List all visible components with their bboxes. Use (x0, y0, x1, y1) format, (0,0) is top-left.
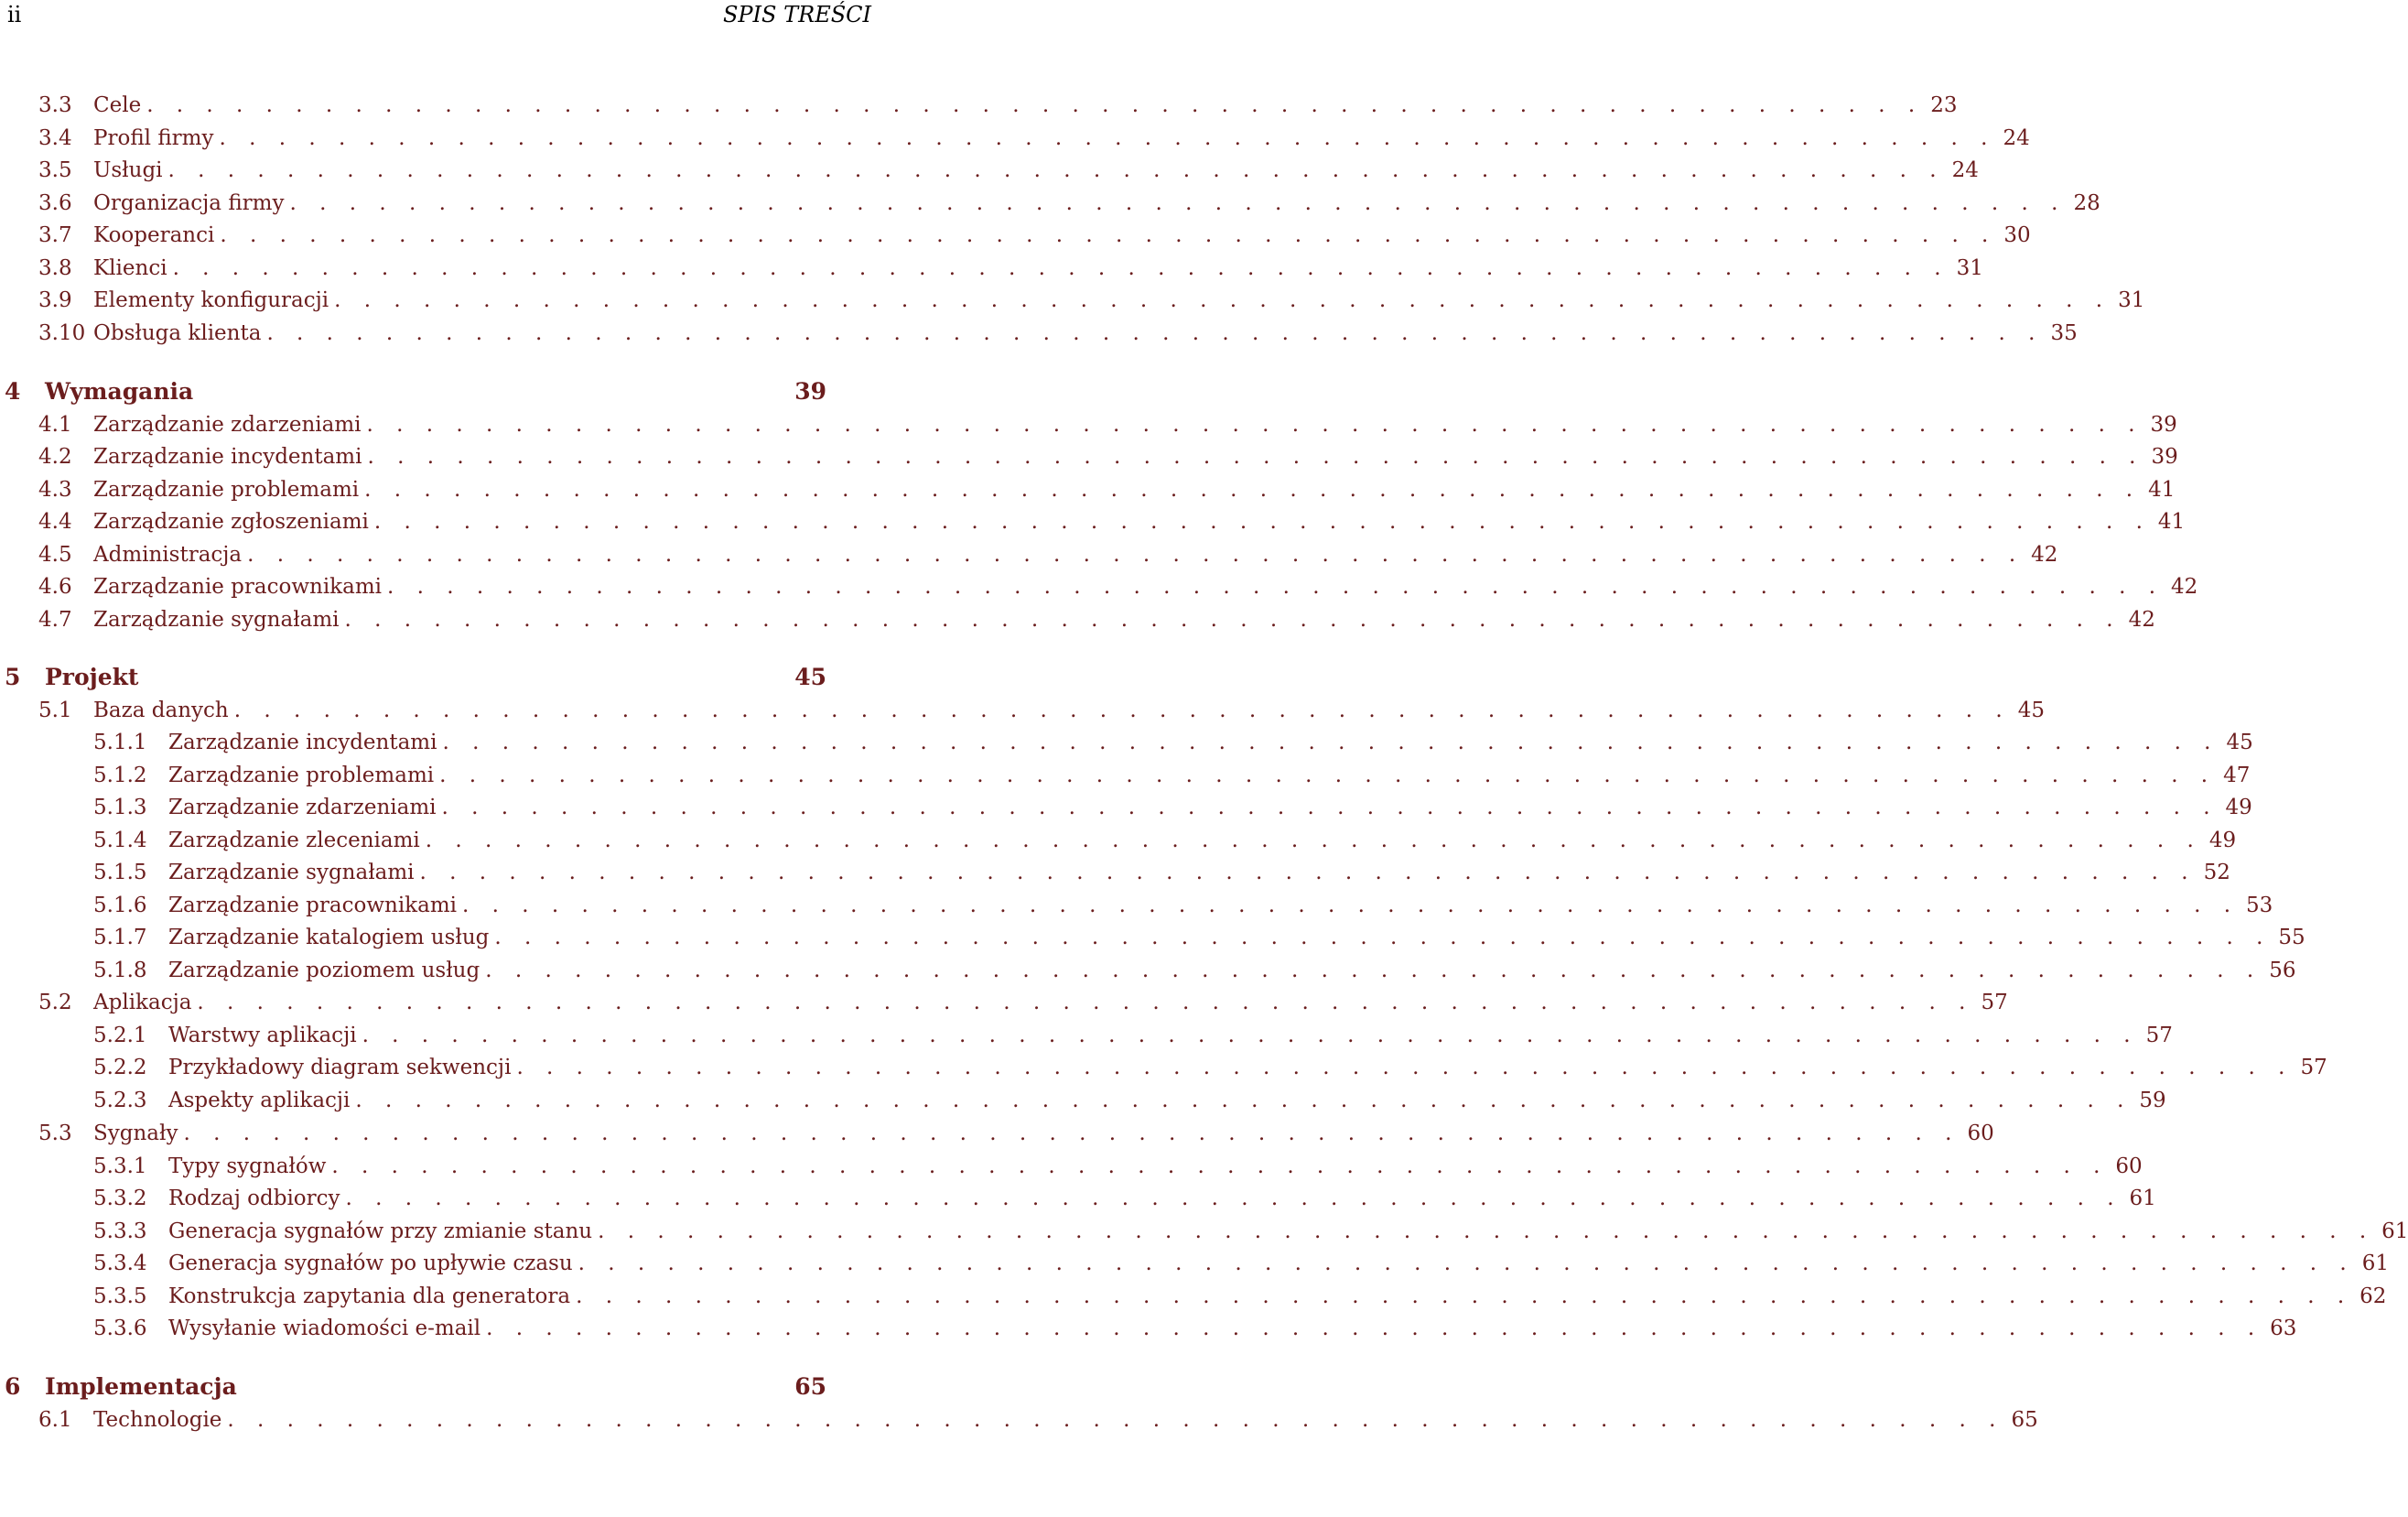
toc-entry-5-1-3[interactable] (0, 791, 2252, 824)
toc-entry-page: 30 (2003, 223, 2031, 247)
toc-entry-5-2-1[interactable] (0, 1019, 2173, 1052)
toc-entry-number: 5.2.2 (93, 1056, 147, 1079)
toc-entry-5-3[interactable] (0, 1117, 1994, 1150)
toc-entry-4-6[interactable] (0, 570, 2198, 603)
toc-entry-5-3-6[interactable] (0, 1312, 2297, 1345)
toc-entry-page: 39 (2150, 413, 2177, 437)
toc-entry-title: Rodzaj odbiorcy (168, 1187, 340, 1210)
toc-entry-title: Wysyłanie wiadomości e-mail (168, 1317, 481, 1340)
dot-leader: . . . . . . . . . . . . . . . . . . . . . . . . . . . . . . . . . . . . . . . . . . . . . . . . . . . . . . . . . . . . (486, 1317, 2263, 1340)
toc-entry-title: Elementy konfiguracji (93, 288, 329, 312)
toc-entry-title: Zarządzanie problemami (168, 764, 435, 787)
dot-leader: . . . . . . . . . . . . . . . . . . . . . . . . . . . . . . . . . . . . . . . . . . . . . . . . . . . . . . . . . . . . (441, 796, 2219, 819)
toc-entry-page: 62 (2359, 1284, 2387, 1308)
toc-entry-3-5[interactable] (0, 154, 1979, 187)
toc-entry-3-6[interactable] (0, 187, 2100, 220)
toc-entry-page: 39 (2151, 445, 2178, 469)
dot-leader: . . . . . . . . . . . . . . . . . . . . . . . . . . . . . . . . . . . . . . . . . . . . . . . . . . . . . . . . . . . . (183, 1121, 1960, 1145)
toc-entry-page: 49 (2225, 796, 2252, 819)
toc-entry-title: Zarządzanie pracownikami (168, 894, 457, 917)
toc-entry-number: 5.1.8 (93, 959, 147, 982)
toc-entry-4-1[interactable] (0, 408, 2177, 441)
toc-entry-4-5[interactable] (0, 538, 2058, 571)
toc-entry-number: 5.1.2 (93, 764, 147, 787)
toc-entry-number: 3.5 (38, 158, 72, 182)
toc-entry-5-1-2[interactable] (0, 759, 2251, 792)
dot-leader: . . . . . . . . . . . . . . . . . . . . . . . . . . . . . . . . . . . . . . . . . . . . . . . . . . . . . . . . . . . . (345, 1187, 2122, 1210)
toc-entry-title: Cele (93, 93, 142, 117)
dot-leader: . . . . . . . . . . . . . . . . . . . . . . . . . . . . . . . . . . . . . . . . . . . . . . . . . . . . . . . . . . . . (362, 1024, 2139, 1047)
toc-entry-page: 61 (2129, 1187, 2156, 1210)
toc-entry-page: 53 (2246, 894, 2273, 917)
toc-entry-number: 5.1.1 (93, 731, 147, 754)
toc-entry-5-3-3[interactable] (0, 1215, 2408, 1248)
toc-entry-title: Usługi (93, 158, 163, 182)
dot-leader: . . . . . . . . . . . . . . . . . . . . . . . . . . . . . . . . . . . . . . . . . . . . . . . . . . . . . . . . . . . . (419, 861, 2197, 884)
toc-entry-page: 49 (2208, 829, 2237, 852)
toc-entry-page: 45 (794, 664, 826, 690)
dot-leader: . . . . . . . . . . . . . . . . . . . . . . . . . . . . . . . . . . . . . . . . . . . . . . . . . . . . . . . . . . . . (247, 543, 2025, 567)
dot-leader: . . . . . . . . . . . . . . . . . . . . . . . . . . . . . . . . . . . . . . . . . . . . . . . . . . . . . . . . . . . . (289, 191, 2067, 215)
toc-entry-number: 5.3.6 (93, 1317, 147, 1340)
toc-entry-title: Zarządzanie pracownikami (93, 575, 382, 599)
toc-entry-3-9[interactable] (0, 284, 2145, 317)
toc-entry-number: 5.3.4 (93, 1252, 147, 1275)
toc-entry-title: Wymagania (45, 378, 194, 405)
toc-entry-title: Administracja (93, 543, 243, 567)
dot-leader: . . . . . . . . . . . . . . . . . . . . . . . . . . . . . . . . . . . . . . . . . . . . . . . . . . . . . . . . . . . . (366, 413, 2143, 437)
toc-entry-3-10[interactable] (0, 317, 2078, 350)
toc-entry-number: 4.4 (38, 510, 72, 534)
dot-leader: . . . . . . . . . . . . . . . . . . . . . . . . . . . . . . . . . . . . . . . . . . . . . . . . . . . . . . . . . . . . (485, 959, 2262, 982)
toc-entry-page: 59 (2139, 1089, 2166, 1112)
dot-leader: . . . . . . . . . . . . . . . . . . . . . . . . . . . . . . . . . . . . . . . . . . . . . . . . . . . . . . . . . . . . (578, 1252, 2355, 1275)
toc-entry-page: 39 (794, 378, 826, 405)
dot-leader: . . . . . . . . . . . . . . . . . . . . . . . . . . . . . . . . . . . . . . . . . . . . . . . . . . . . . . . . . . . . (334, 288, 2111, 312)
dot-leader: . . . . . . . . . . . . . . . . . . . . . . . . . . . . . . . . . . . . . . . . . . . . . . . . . . . . . . . . . . . . (387, 575, 2165, 599)
toc-entry-6-1[interactable] (0, 1403, 2038, 1436)
toc-entry-title: Zarządzanie zdarzeniami (93, 413, 362, 437)
dot-leader: . . . . . . . . . . . . . . . . . . . . . . . . . . . . . . . . . . . . . . . . . . . . . . . . . . . . . . . . . . . . (172, 256, 1949, 280)
dot-leader: . . . . . . . . . . . . . . . . . . . . . . . . . . . . . . . . . . . . . . . . . . . . . . . . . . . . . . . . . . . . (598, 1219, 2375, 1243)
toc-entry-number: 5.1.6 (93, 894, 147, 917)
toc-entry-page: 45 (2017, 699, 2045, 722)
toc-entry-page: 31 (2118, 288, 2145, 312)
toc-entry-number: 6 (5, 1373, 21, 1400)
toc-entry-number: 3.9 (38, 288, 72, 312)
toc-entry-page: 61 (2381, 1219, 2408, 1243)
toc-entry-title: Obsługa klienta (93, 321, 262, 345)
toc-entry-number: 4.3 (38, 478, 72, 502)
toc-entry-title: Profil firmy (93, 126, 214, 150)
toc-entry-number: 5.3.5 (93, 1284, 147, 1308)
toc-entry-number: 3.8 (38, 256, 72, 280)
toc-entry-5-2-3[interactable] (0, 1084, 2166, 1117)
toc-entry-page: 31 (1956, 256, 1983, 280)
toc-entry-title: Zarządzanie zleceniami (168, 829, 420, 852)
toc-entry-3-7[interactable] (0, 219, 2031, 252)
toc-entry-number: 5.3.3 (93, 1219, 147, 1243)
toc-entry-number: 4 (5, 378, 21, 405)
toc-entry-5-3-2[interactable] (0, 1182, 2156, 1215)
toc-entry-page: 57 (1981, 991, 2008, 1014)
dot-leader: . . . . . . . . . . . . . . . . . . . . . . . . . . . . . . . . . . . . . . . . . . . . . . . . . . . . . . . . . . . . (355, 1089, 2133, 1112)
page-number: ii (7, 2, 22, 27)
toc-entry-page: 57 (2145, 1024, 2173, 1047)
dot-leader: . . . . . . . . . . . . . . . . . . . . . . . . . . . . . . . . . . . . . . . . . . . . . . . . . . . . . . . . . . . . (227, 1408, 2004, 1432)
toc-entry-number: 4.7 (38, 608, 72, 632)
dot-leader: . . . . . . . . . . . . . . . . . . . . . . . . . . . . . . . . . . . . . . . . . . . . . . . . . . . . . . . . . . . . (220, 223, 1997, 247)
toc-entry-page: 24 (1951, 158, 1979, 182)
toc-entry-number: 4.5 (38, 543, 72, 567)
toc-entry-number: 6.1 (38, 1408, 72, 1432)
toc-entry-title: Baza danych (93, 699, 229, 722)
dot-leader: . . . . . . . . . . . . . . . . . . . . . . . . . . . . . . . . . . . . . . . . . . . . . . . . . . . . . . . . . . . . (442, 731, 2219, 754)
toc-entry-number: 3.4 (38, 126, 72, 150)
dot-leader: . . . . . . . . . . . . . . . . . . . . . . . . . . . . . . . . . . . . . . . . . . . . . . . . . . . . . . . . . . . . (494, 926, 2272, 949)
toc-entry-page: 65 (794, 1373, 826, 1400)
toc-entry-page: 57 (2300, 1056, 2327, 1079)
toc-entry-number: 5.3.1 (93, 1154, 147, 1178)
toc-entry-number: 3.7 (38, 223, 72, 247)
toc-entry-title: Generacja sygnałów przy zmianie stanu (168, 1219, 593, 1243)
toc-entry-page: 24 (2003, 126, 2030, 150)
toc-entry-5-1[interactable] (0, 694, 2045, 727)
toc-entry-title: Sygnały (93, 1121, 178, 1145)
toc-entry-5-1-8[interactable] (0, 954, 2296, 987)
toc-entry-title: Zarządzanie incydentami (93, 445, 362, 469)
toc-entry-5-1-1[interactable] (0, 726, 2253, 759)
running-title: SPIS TREŚCI (722, 2, 871, 27)
toc-entry-title: Zarządzanie incydentami (168, 731, 437, 754)
dot-leader: . . . . . . . . . . . . . . . . . . . . . . . . . . . . . . . . . . . . . . . . . . . . . . . . . . . . . . . . . . . . (167, 158, 1945, 182)
toc-entry-page: 45 (2226, 731, 2253, 754)
toc-entry-title: Typy sygnałów (168, 1154, 327, 1178)
dot-leader: . . . . . . . . . . . . . . . . . . . . . . . . . . . . . . . . . . . . . . . . . . . . . . . . . . . . . . . . . . . . (219, 126, 1996, 150)
toc-entry-page: 63 (2270, 1317, 2297, 1340)
toc-entry-title: Zarządzanie problemami (93, 478, 360, 502)
dot-leader: . . . . . . . . . . . . . . . . . . . . . . . . . . . . . . . . . . . . . . . . . . . . . . . . . . . . . . . . . . . . (439, 764, 2217, 787)
dot-leader: . . . . . . . . . . . . . . . . . . . . . . . . . . . . . . . . . . . . . . . . . . . . . . . . . . . . . . . . . . . . (146, 93, 1924, 117)
toc-entry-number: 5.1.7 (93, 926, 147, 949)
dot-leader: . . . . . . . . . . . . . . . . . . . . . . . . . . . . . . . . . . . . . . . . . . . . . . . . . . . . . . . . . . . . (462, 894, 2240, 917)
toc-entry-title: Zarządzanie zgłoszeniami (93, 510, 369, 534)
toc-entry-title: Kooperanci (93, 223, 215, 247)
toc-entry-title: Zarządzanie sygnałami (168, 861, 415, 884)
toc-entry-5-1-6[interactable] (0, 889, 2273, 922)
toc-entry-title: Projekt (45, 664, 139, 690)
toc-entry-5-2[interactable] (0, 986, 2008, 1019)
toc-entry-number: 5.1.4 (93, 829, 147, 852)
toc-entry-number: 5.1.5 (93, 861, 147, 884)
toc-entry-title: Zarządzanie zdarzeniami (168, 796, 437, 819)
toc-entry-page: 35 (2050, 321, 2078, 345)
dot-leader: . . . . . . . . . . . . . . . . . . . . . . . . . . . . . . . . . . . . . . . . . . . . . . . . . . . . . . . . . . . . (197, 991, 1974, 1014)
toc-entry-number: 5.3.2 (93, 1187, 147, 1210)
toc-entry-4-2[interactable] (0, 440, 2178, 473)
dot-leader: . . . . . . . . . . . . . . . . . . . . . . . . . . . . . . . . . . . . . . . . . . . . . . . . . . . . . . . . . . . . (331, 1154, 2109, 1178)
dot-leader: . . . . . . . . . . . . . . . . . . . . . . . . . . . . . . . . . . . . . . . . . . . . . . . . . . . . . . . . . . . . (367, 445, 2144, 469)
dot-leader: . . . . . . . . . . . . . . . . . . . . . . . . . . . . . . . . . . . . . . . . . . . . . . . . . . . . . . . . . . . . (344, 608, 2122, 632)
toc-entry-page: 55 (2278, 926, 2305, 949)
toc-entry-number: 3.3 (38, 93, 72, 117)
dot-leader: . . . . . . . . . . . . . . . . . . . . . . . . . . . . . . . . . . . . . . . . . . . . . . . . . . . . . . . . . . . . (425, 829, 2202, 852)
toc-entry-4-4[interactable] (0, 505, 2186, 538)
toc-entry-3-3[interactable] (0, 89, 1958, 122)
toc-entry-page: 47 (2223, 764, 2251, 787)
toc-entry-5-1-4[interactable] (0, 824, 2237, 857)
toc-entry-5[interactable] (0, 661, 826, 694)
toc-entry-page: 52 (2203, 861, 2230, 884)
toc-entry-page: 42 (2031, 543, 2058, 567)
toc-entry-5-1-7[interactable] (0, 921, 2305, 954)
toc-entry-page: 41 (2157, 510, 2186, 534)
toc-entry-page: 42 (2128, 608, 2155, 632)
toc-entry-5-2-2[interactable] (0, 1051, 2327, 1084)
toc-entry-number: 3.6 (38, 191, 72, 215)
toc-entry-page: 60 (2115, 1154, 2143, 1178)
toc-entry-4[interactable] (0, 375, 826, 408)
toc-entry-4-7[interactable] (0, 603, 2155, 636)
toc-entry-page: 61 (2361, 1252, 2389, 1275)
toc-entry-title: Przykładowy diagram sekwencji (168, 1056, 512, 1079)
toc-entry-title: Zarządzanie poziomem usług (168, 959, 481, 982)
toc-entry-3-8[interactable] (0, 252, 1983, 285)
toc-entry-title: Aspekty aplikacji (168, 1089, 351, 1112)
toc-entry-title: Implementacja (45, 1373, 237, 1400)
toc-entry-title: Konstrukcja zapytania dla generatora (168, 1284, 571, 1308)
dot-leader: . . . . . . . . . . . . . . . . . . . . . . . . . . . . . . . . . . . . . . . . . . . . . . . . . . . . . . . . . . . . (266, 321, 2044, 345)
toc-entry-page: 65 (2011, 1408, 2038, 1432)
toc-entry-number: 5.1.3 (93, 796, 147, 819)
toc-entry-4-3[interactable] (0, 473, 2176, 506)
toc-entry-number: 5.1 (38, 699, 72, 722)
toc-entry-number: 5.3 (38, 1121, 72, 1145)
toc-entry-number: 4.6 (38, 575, 72, 599)
toc-entry-number: 4.1 (38, 413, 72, 437)
toc-entry-page: 42 (2171, 575, 2198, 599)
toc-entry-title: Generacja sygnałów po upływie czasu (168, 1252, 573, 1275)
toc-entry-title: Zarządzanie sygnałami (93, 608, 340, 632)
toc-entry-number: 5.2.3 (93, 1089, 147, 1112)
toc-entry-page: 60 (1967, 1121, 1994, 1145)
dot-leader: . . . . . . . . . . . . . . . . . . . . . . . . . . . . . . . . . . . . . . . . . . . . . . . . . . . . . . . . . . . . (576, 1284, 2353, 1308)
toc-entry-3-4[interactable] (0, 122, 2030, 155)
page-header (0, 0, 879, 37)
toc-entry-number: 4.2 (38, 445, 72, 469)
toc-entry-number: 5.2 (38, 991, 72, 1014)
toc-entry-title: Zarządzanie katalogiem usług (168, 926, 490, 949)
toc-entry-title: Warstwy aplikacji (168, 1024, 357, 1047)
toc-entry-page: 56 (2269, 959, 2296, 982)
toc-entry-5-3-5[interactable] (0, 1280, 2387, 1313)
toc-entry-page: 41 (2148, 478, 2176, 502)
toc-entry-number: 5.2.1 (93, 1024, 147, 1047)
toc-entry-title: Organizacja firmy (93, 191, 285, 215)
toc-entry-page: 23 (1930, 93, 1958, 117)
dot-leader: . . . . . . . . . . . . . . . . . . . . . . . . . . . . . . . . . . . . . . . . . . . . . . . . . . . . . . . . . . . . (233, 699, 2011, 722)
toc-entry-number: 3.10 (38, 321, 86, 345)
toc-entry-page: 28 (2073, 191, 2100, 215)
toc-entry-5-3-4[interactable] (0, 1247, 2389, 1280)
toc-entry-title: Aplikacja (93, 991, 192, 1014)
dot-leader: . . . . . . . . . . . . . . . . . . . . . . . . . . . . . . . . . . . . . . . . . . . . . . . . . . . . . . . . . . . . (516, 1056, 2294, 1079)
toc-entry-title: Technologie (93, 1408, 222, 1432)
toc-entry-number: 5 (5, 664, 21, 690)
dot-leader: . . . . . . . . . . . . . . . . . . . . . . . . . . . . . . . . . . . . . . . . . . . . . . . . . . . . . . . . . . . . (364, 478, 2142, 502)
toc-entry-5-1-5[interactable] (0, 856, 2230, 889)
toc-entry-5-3-1[interactable] (0, 1150, 2143, 1183)
dot-leader: . . . . . . . . . . . . . . . . . . . . . . . . . . . . . . . . . . . . . . . . . . . . . . . . . . . . . . . . . . . . (373, 510, 2151, 534)
toc-entry-6[interactable] (0, 1371, 826, 1403)
toc-entry-title: Klienci (93, 256, 167, 280)
